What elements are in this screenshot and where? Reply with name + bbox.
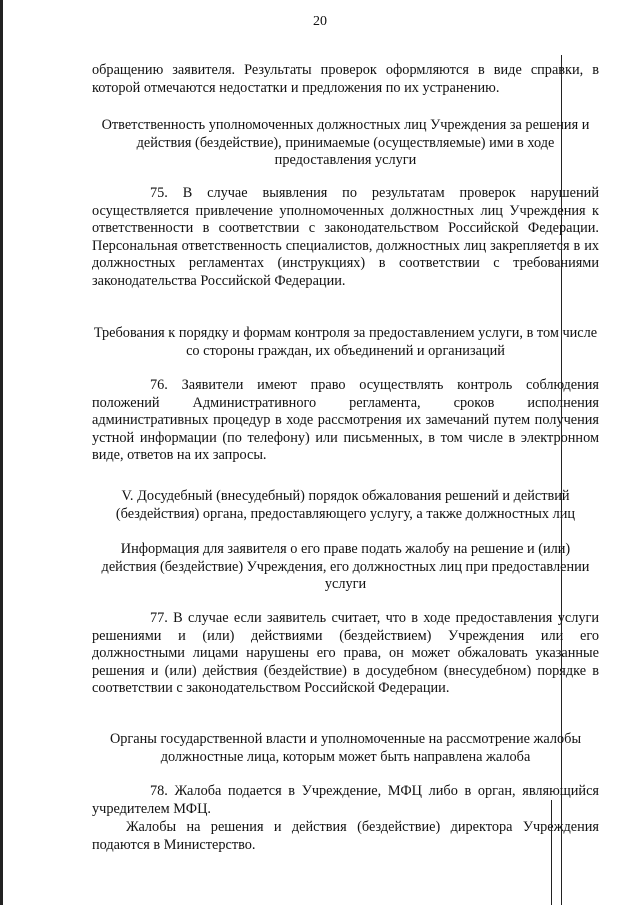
scan-left-edge bbox=[0, 0, 3, 905]
paragraph-78-continued: Жалобы на решения и действия (бездействие) директора Учреждения подаются в Министерство. bbox=[92, 819, 599, 853]
section-heading-control-requirements: Требования к порядку и формам контроля за предоставлением услуги, в том числе со стороны граждан, их объединений и организаций bbox=[93, 325, 598, 359]
paragraph-76: 76. Заявители имеют право осуществлять контроль соблюдения положений Административного регламента, сроков исполнения административных процедур в ходе рассмотрения их замечаний путем получения устной информации (по телефону) или письменных, в том числе в электронном виде, ответов на их запросы. bbox=[92, 377, 599, 464]
paragraph-continuation: обращению заявителя. Результаты проверок оформляются в виде справки, в которой отмечаются недостатки и предложения по их устранению. bbox=[92, 62, 599, 96]
paragraph-78: 78. Жалоба подается в Учреждение, МФЦ либо в орган, являющийся учредителем МФЦ. bbox=[92, 783, 599, 817]
section-heading-responsibility: Ответственность уполномоченных должностных лиц Учреждения за решения и действия (бездействие), принимаемые (осуществляемые) ими в ходе предоставления услуги bbox=[101, 117, 590, 169]
paragraph-77: 77. В случае если заявитель считает, что в ходе предоставления услуги решениями и (или) действиями (бездействием) Учреждения или его должностными лицами нарушены его права, он может обжаловать указанные решения и (или) действия (бездействие) в досудебном (внесудебном) порядке в соответствии с законодательством Российской Федерации. bbox=[92, 610, 599, 697]
section-heading-complaint-right: Информация для заявителя о его праве подать жалобу на решение и (или) действия (бездействие) Учреждения, его должностных лиц при предоставлении услуги bbox=[101, 541, 590, 593]
section-heading-authorities: Органы государственной власти и уполномоченные на рассмотрение жалобы должностные лица, которым может быть направлена жалоба bbox=[109, 731, 582, 765]
paragraph-75: 75. В случае выявления по результатам проверок нарушений осуществляется привлечение уполномоченных должностных лиц Учреждения к ответственности в соответствии с законодательством Российской Федерации. Персональная ответственность специалистов, должностных лиц закрепляется в их должностных регламентах (инструкциях) в соответствии с требованиями законодательства Российской Федерации. bbox=[92, 185, 599, 289]
scan-vertical-line bbox=[561, 55, 562, 905]
page-number: 20 bbox=[313, 14, 327, 29]
chapter-heading-v: V. Досудебный (внесудебный) порядок обжалования решений и действий (бездействия) органа, предоставляющего услугу, а также должностных лиц bbox=[115, 488, 576, 522]
